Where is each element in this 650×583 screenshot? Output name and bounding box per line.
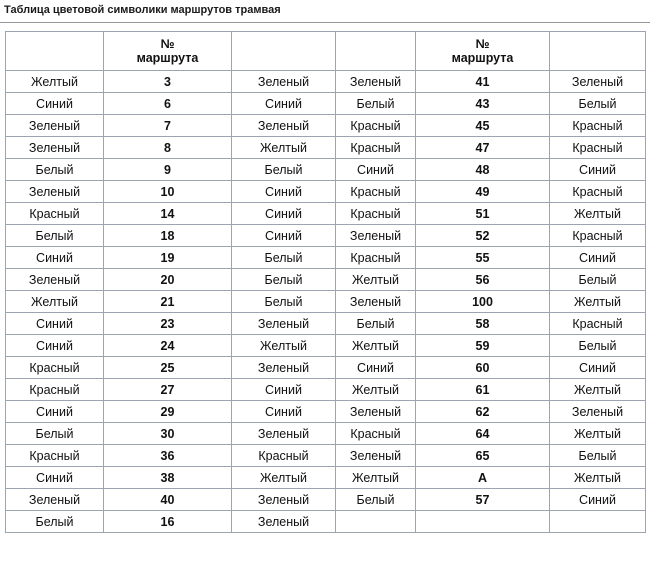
table-cell-route-number: 48 <box>416 159 550 181</box>
table-cell-color: Желтый <box>232 137 336 159</box>
table-cell-color: Красный <box>550 115 646 137</box>
table-cell-route-number: 57 <box>416 489 550 511</box>
table-cell-color: Красный <box>6 379 104 401</box>
table-row <box>6 467 646 489</box>
table-cell-color: Зеленый <box>232 423 336 445</box>
table-cell-color: Красный <box>336 203 416 225</box>
table-cell-route-number: 30 <box>104 423 232 445</box>
table-cell-route-number: 49 <box>416 181 550 203</box>
table-cell-route-number: 20 <box>104 269 232 291</box>
table-cell-color: Зеленый <box>6 115 104 137</box>
table-cell-color: Синий <box>232 93 336 115</box>
table-cell-color: Синий <box>232 401 336 423</box>
table-cell-color: Желтый <box>550 423 646 445</box>
table-cell-route-number: 43 <box>416 93 550 115</box>
table-head <box>6 32 646 71</box>
table-row <box>6 181 646 203</box>
table-cell-route-number: 65 <box>416 445 550 467</box>
table-row <box>6 423 646 445</box>
table-cell-route-number: 14 <box>104 203 232 225</box>
table-cell-color: Красный <box>6 203 104 225</box>
table-cell-route-number: 6 <box>104 93 232 115</box>
table-cell-route-number: 7 <box>104 115 232 137</box>
table-row <box>6 269 646 291</box>
table-cell-route-number: 59 <box>416 335 550 357</box>
table-cell-color: Синий <box>232 203 336 225</box>
table-cell-color: Зеленый <box>6 489 104 511</box>
table-cell-route-number: 61 <box>416 379 550 401</box>
table-cell-color: Красный <box>232 445 336 467</box>
table-cell-empty <box>336 511 416 533</box>
table-cell-route-number: 29 <box>104 401 232 423</box>
table-row <box>6 489 646 511</box>
table-cell-color: Белый <box>550 269 646 291</box>
table-cell-color: Зеленый <box>232 511 336 533</box>
table-cell-color: Синий <box>6 467 104 489</box>
table-cell-color: Красный <box>336 181 416 203</box>
table-cell-color: Зеленый <box>232 489 336 511</box>
tram-route-color-table <box>5 31 646 533</box>
table-cell-color: Зеленый <box>336 291 416 313</box>
table-cell-route-number: 51 <box>416 203 550 225</box>
table-cell-color: Зеленый <box>336 401 416 423</box>
table-cell-color: Белый <box>6 159 104 181</box>
table-cell-color: Белый <box>336 489 416 511</box>
table-cell-route-number: 9 <box>104 159 232 181</box>
table-cell-color: Красный <box>336 423 416 445</box>
column-header-route-2-line2: маршрута <box>451 51 514 65</box>
table-row <box>6 137 646 159</box>
table-cell-color: Желтый <box>550 291 646 313</box>
table-cell-color: Желтый <box>550 379 646 401</box>
table-cell-route-number: 3 <box>104 71 232 93</box>
table-cell-color: Белый <box>6 511 104 533</box>
table-cell-color: Синий <box>232 181 336 203</box>
table-cell-color: Зеленый <box>6 137 104 159</box>
table-cell-color: Желтый <box>232 335 336 357</box>
column-header-color-2 <box>232 32 336 71</box>
table-cell-color: Зеленый <box>6 269 104 291</box>
table-cell-color: Синий <box>232 379 336 401</box>
table-cell-color: Зеленый <box>232 313 336 335</box>
table-cell-route-number: 23 <box>104 313 232 335</box>
table-cell-color: Белый <box>6 225 104 247</box>
table-cell-route-number: А <box>416 467 550 489</box>
table-cell-color: Зеленый <box>232 71 336 93</box>
table-cell-color: Желтый <box>550 467 646 489</box>
table-row <box>6 313 646 335</box>
table-row <box>6 379 646 401</box>
table-cell-route-number: 18 <box>104 225 232 247</box>
table-cell-color: Красный <box>336 247 416 269</box>
table-cell-color: Зеленый <box>6 181 104 203</box>
table-row <box>6 203 646 225</box>
table-cell-color: Синий <box>550 159 646 181</box>
table-cell-color: Синий <box>336 357 416 379</box>
table-cell-route-number: 55 <box>416 247 550 269</box>
table-cell-empty <box>550 511 646 533</box>
table-row <box>6 93 646 115</box>
table-cell-route-number: 24 <box>104 335 232 357</box>
table-cell-route-number: 64 <box>416 423 550 445</box>
table-cell-route-number: 52 <box>416 225 550 247</box>
table-cell-color: Синий <box>6 335 104 357</box>
table-header-row <box>6 32 646 71</box>
table-cell-route-number: 60 <box>416 357 550 379</box>
table-cell-color: Белый <box>232 269 336 291</box>
table-cell-route-number: 62 <box>416 401 550 423</box>
table-cell-route-number: 38 <box>104 467 232 489</box>
table-cell-color: Синий <box>550 247 646 269</box>
table-row <box>6 445 646 467</box>
table-cell-color: Белый <box>232 159 336 181</box>
table-cell-route-number: 100 <box>416 291 550 313</box>
table-cell-route-number: 36 <box>104 445 232 467</box>
table-cell-color: Зеленый <box>336 71 416 93</box>
table-cell-color: Красный <box>550 137 646 159</box>
table-cell-route-number: 41 <box>416 71 550 93</box>
table-cell-route-number: 45 <box>416 115 550 137</box>
table-row <box>6 247 646 269</box>
table-cell-route-number: 10 <box>104 181 232 203</box>
table-row <box>6 71 646 93</box>
table-cell-route-number: 25 <box>104 357 232 379</box>
table-row <box>6 115 646 137</box>
table-cell-color: Синий <box>232 225 336 247</box>
table-cell-color: Красный <box>6 445 104 467</box>
table-cell-color: Желтый <box>336 335 416 357</box>
column-header-color-3 <box>336 32 416 71</box>
table-cell-color: Зеленый <box>232 357 336 379</box>
table-cell-route-number: 19 <box>104 247 232 269</box>
table-cell-color: Зеленый <box>550 401 646 423</box>
table-cell-color: Желтый <box>336 379 416 401</box>
table-cell-color: Белый <box>336 313 416 335</box>
table-cell-color: Красный <box>6 357 104 379</box>
table-cell-color: Красный <box>336 115 416 137</box>
table-cell-color: Зеленый <box>336 225 416 247</box>
table-cell-color: Белый <box>232 291 336 313</box>
column-header-color-1 <box>6 32 104 71</box>
table-cell-color: Белый <box>336 93 416 115</box>
table-row <box>6 225 646 247</box>
table-cell-color: Синий <box>6 93 104 115</box>
page-title: Таблица цветовой символики маршрутов трамвая <box>4 4 281 16</box>
table-cell-color: Белый <box>6 423 104 445</box>
table-cell-color: Желтый <box>550 203 646 225</box>
table-cell-color: Белый <box>232 247 336 269</box>
column-header-color-4 <box>550 32 646 71</box>
table-cell-color: Синий <box>6 247 104 269</box>
table-cell-route-number: 16 <box>104 511 232 533</box>
table-row <box>6 159 646 181</box>
table-cell-color: Желтый <box>336 269 416 291</box>
table-cell-color: Синий <box>6 313 104 335</box>
table-cell-color: Желтый <box>336 467 416 489</box>
column-header-route-2 <box>416 32 550 71</box>
table-row <box>6 357 646 379</box>
table-row <box>6 291 646 313</box>
table-cell-route-number: 21 <box>104 291 232 313</box>
table-cell-color: Белый <box>550 445 646 467</box>
table-cell-color: Белый <box>550 93 646 115</box>
table-cell-color: Синий <box>550 357 646 379</box>
table-cell-color: Красный <box>550 313 646 335</box>
table-cell-color: Зеленый <box>336 445 416 467</box>
table-cell-color: Зеленый <box>232 115 336 137</box>
table-cell-route-number: 27 <box>104 379 232 401</box>
table-cell-color: Красный <box>550 225 646 247</box>
table-cell-color: Синий <box>336 159 416 181</box>
table-cell-route-number: 40 <box>104 489 232 511</box>
table-cell-color: Зеленый <box>550 71 646 93</box>
column-header-route-1-line2: маршрута <box>136 51 199 65</box>
table-row <box>6 401 646 423</box>
table-cell-color: Красный <box>336 137 416 159</box>
table-cell-empty <box>416 511 550 533</box>
table-cell-color: Красный <box>550 181 646 203</box>
table-row <box>6 335 646 357</box>
table-cell-color: Желтый <box>232 467 336 489</box>
table-cell-route-number: 56 <box>416 269 550 291</box>
column-header-route-1 <box>104 32 232 71</box>
column-header-route-1-line1: № <box>160 37 175 51</box>
table-cell-color: Синий <box>6 401 104 423</box>
table-cell-color: Желтый <box>6 291 104 313</box>
title-divider <box>0 22 650 23</box>
table-cell-color: Синий <box>550 489 646 511</box>
table-cell-color: Желтый <box>6 71 104 93</box>
table-cell-color: Белый <box>550 335 646 357</box>
table-cell-route-number: 47 <box>416 137 550 159</box>
table-cell-route-number: 8 <box>104 137 232 159</box>
table-row <box>6 511 646 533</box>
table-body <box>6 71 646 533</box>
table-cell-route-number: 58 <box>416 313 550 335</box>
column-header-route-2-line1: № <box>475 37 490 51</box>
